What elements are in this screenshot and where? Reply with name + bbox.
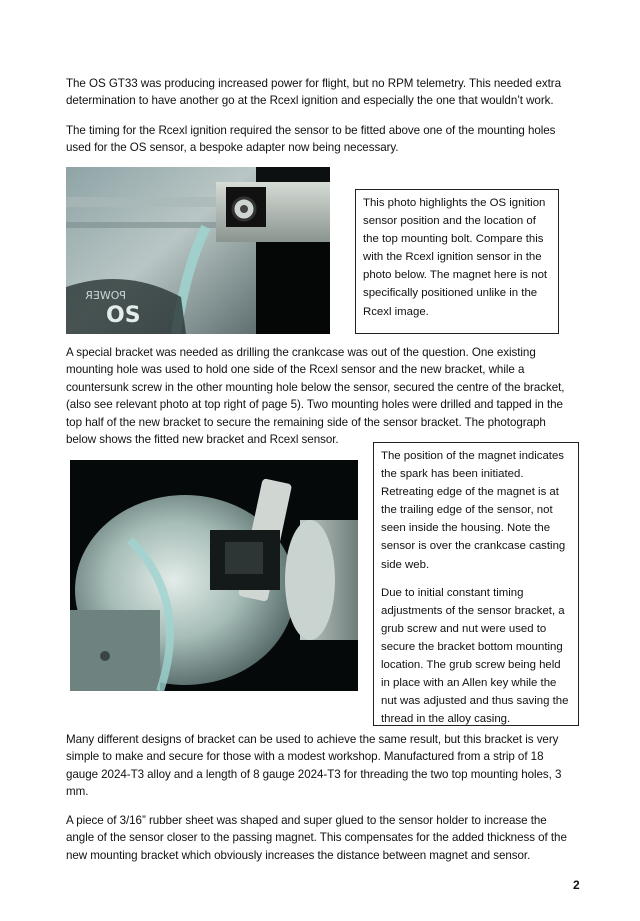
- magnet-position-note: The position of the magnet indicates the spark has been initiated. Retreating edge of the magnet is at the trailing edge of the sensor, not seen inside the housing. Note the sensor is over the crankcase casting side web.: [381, 450, 566, 571]
- paragraph-designs: Many different designs of bracket can be used to achieve the same result, but this bracket is very simple to make and secure for those with a modest workshop. Manufactured from a strip of 18 gauge 2024-T3 alloy and a length of 8 gauge 2024-T3 for threading the two top mounting holes, 3 mm.: [66, 733, 562, 799]
- rcexl-sensor-caption: [373, 442, 579, 726]
- paragraph-bracket: A special bracket was needed as drilling the crankcase was out of the question. One existing mounting hole was used to hold one side of the Rcexl sensor and the new bracket, while a countersunk screw in the other mounting hole below the sensor, secured the centre of the bracket, (also see relevant photo at top right of page 5). Two mounting holes were drilled and tapped in the top half of the new bracket to secure the remaining side of the sensor bracket. The photograph below shows the fitted new bracket and Rcexl sensor.: [66, 346, 565, 447]
- os-sensor-caption: This photo highlights the OS ignition sensor position and the location of the top mounting bolt. Compare this with the Rcexl ignition sensor in the photo below. The magnet here is not specifically positioned unlike in the Rcexl image.: [355, 189, 559, 334]
- os-ignition-sensor-photo: [66, 167, 330, 334]
- paragraph-rubber-sheet: A piece of 3/16” rubber sheet was shaped and super glued to the sensor holder to increase the angle of the sensor closer to the passing magnet. This compensates for the added thickness of the new mounting bracket which obviously increases the distance between magnet and sensor.: [66, 814, 567, 862]
- paragraph-intro: The OS GT33 was producing increased power for flight, but no RPM telemetry. This needed extra determination to have another go at the Rcexl ignition and especially the one that wouldn’t work.: [66, 77, 561, 108]
- svg-text:POWER: POWER: [85, 289, 126, 302]
- timing-adjustment-note: Due to initial constant timing adjustments of the sensor bracket, a grub screw and nut were used to secure the bracket bottom mounting location. The grub screw being held in place with an Allen key while the nut was adjusted and thus saving the thread in the alloy casing.: [381, 586, 569, 726]
- svg-text:OS: OS: [106, 303, 141, 328]
- paragraph-timing: The timing for the Rcexl ignition required the sensor to be fitted above one of the mounting holes used for the OS sensor, a bespoke adapter now being necessary.: [66, 124, 556, 155]
- rcexl-sensor-bracket-photo: [70, 460, 358, 691]
- page-number: 2: [573, 878, 580, 892]
